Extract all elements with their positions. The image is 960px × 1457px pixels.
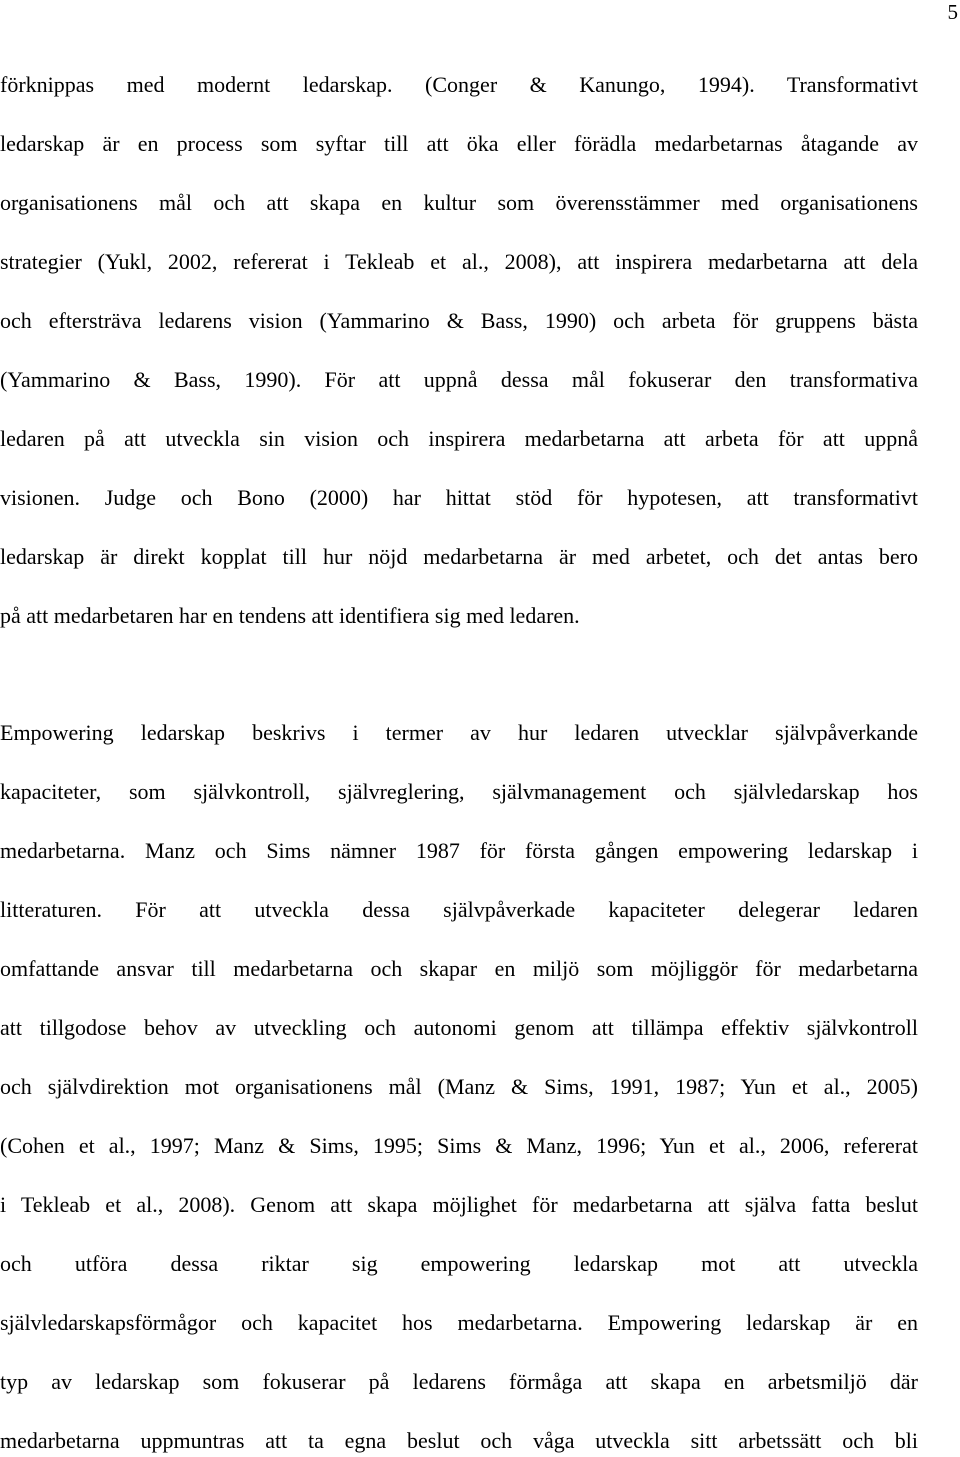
text-line: ledarskap är direkt kopplat till hur nöjd medarbetarna är med arbetet, och det antas bero bbox=[0, 544, 918, 569]
text-line: (Yammarino & Bass, 1990). För att uppnå dessa mål fokuserar den transformativa bbox=[0, 367, 918, 392]
text-line: (Cohen et al., 1997; Manz & Sims, 1995; Sims & Manz, 1996; Yun et al., 2006, refererat bbox=[0, 1133, 918, 1158]
text-line: att tillgodose behov av utveckling och autonomi genom att tillämpa effektiv självkontroll bbox=[0, 1015, 918, 1040]
text-line: ledaren på att utveckla sin vision och inspirera medarbetarna att arbeta för att uppnå bbox=[0, 426, 918, 451]
text-line: Empowering ledarskap beskrivs i termer av hur ledaren utvecklar självpåverkande bbox=[0, 720, 918, 745]
page-number: 5 bbox=[947, 0, 958, 24]
text-line: omfattande ansvar till medarbetarna och skapar en miljö som möjliggör för medarbetarna bbox=[0, 956, 918, 981]
text-line: strategier (Yukl, 2002, refererat i Tekleab et al., 2008), att inspirera medarbetarna att dela bbox=[0, 249, 918, 274]
text-line: typ av ledarskap som fokuserar på ledarens förmåga att skapa en arbetsmiljö där bbox=[0, 1369, 918, 1394]
text-line: och eftersträva ledarens vision (Yammarino & Bass, 1990) och arbeta för gruppens bästa bbox=[0, 308, 918, 333]
text-line: på att medarbetaren har en tendens att identifiera sig med ledaren. bbox=[0, 603, 580, 628]
text-line: medarbetarna uppmuntras att ta egna beslut och våga utveckla sitt arbetssätt och bli bbox=[0, 1428, 918, 1453]
text-line: medarbetarna. Manz och Sims nämner 1987 för första gången empowering ledarskap i bbox=[0, 838, 918, 863]
text-line: förknippas med modernt ledarskap. (Conger & Kanungo, 1994). Transformativt bbox=[0, 72, 918, 97]
text-line: självledarskapsförmågor och kapacitet hos medarbetarna. Empowering ledarskap är en bbox=[0, 1310, 918, 1335]
text-line: organisationens mål och att skapa en kultur som överensstämmer med organisationens bbox=[0, 190, 918, 215]
text-line: och utföra dessa riktar sig empowering ledarskap mot att utveckla bbox=[0, 1251, 918, 1276]
text-line: visionen. Judge och Bono (2000) har hittat stöd för hypotesen, att transformativt bbox=[0, 485, 918, 510]
text-line: och självdirektion mot organisationens mål (Manz & Sims, 1991, 1987; Yun et al., 2005) bbox=[0, 1074, 918, 1099]
text-line: i Tekleab et al., 2008). Genom att skapa möjlighet för medarbetarna att själva fatta beslut bbox=[0, 1192, 918, 1217]
text-line: ledarskap är en process som syftar till att öka eller förädla medarbetarnas åtagande av bbox=[0, 131, 918, 156]
text-line: kapaciteter, som självkontroll, självreglering, självmanagement och självledarskap hos bbox=[0, 779, 918, 804]
text-line: litteraturen. För att utveckla dessa självpåverkade kapaciteter delegerar ledaren bbox=[0, 897, 918, 922]
